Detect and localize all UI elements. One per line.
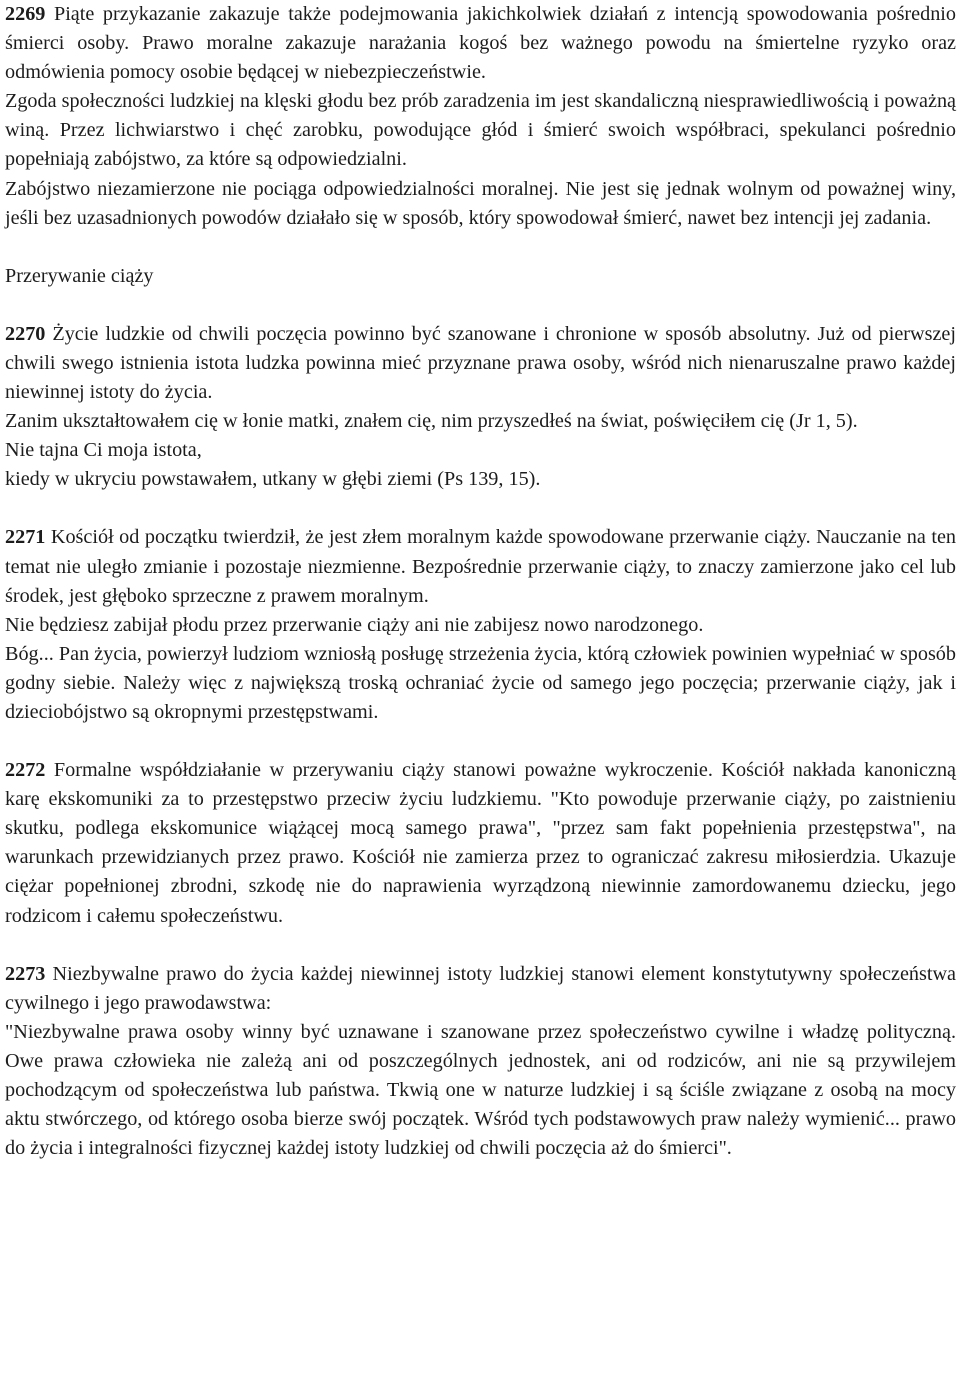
section-number: 2271: [5, 526, 46, 549]
section-2272: [5, 756, 956, 931]
scripture-quote: Zanim ukształtowałem cię w łonie matki, znałem cię, nim przyszedłeś na świat, poświęciłem cię (Jr 1, 5).: [5, 410, 858, 433]
paragraph-text: Kościół od początku twierdził, że jest złem moralnym każde spowodowane przerwanie ciąży. Nauczanie na ten temat nie uległo zmianie i pozostaje niezmienne. Bezpośrednie przerwanie ciąży, to znaczy zamierzone jako cel lub środek, jest głęboko sprzeczne z prawem moralnym.: [5, 526, 957, 607]
section-number: 2269: [5, 3, 46, 25]
paragraph: [5, 523, 956, 610]
section-2270: [5, 320, 956, 495]
paragraph-text: Formalne współdziałanie w przerywaniu ciąży stanowi poważne wykroczenie. Kościół nakłada kanoniczną karę ekskomuniki za to przestępstwo przeciw życiu ludzkiemu. "Kto powoduje przerwanie ciąży, po zaistnieniu skutku, podlega ekskomunice wiążącej mocą samego prawa", "przez sam fakt popełnienia przestępstwa", na warunkach przewidzianych przez prawo. Kościół nie zamierza przez to ograniczać zakresu miłosierdzia. Ukazuje ciężar popełnionej zbrodni, szkodę nie do naprawienia wyrządzoną niewinnie zamordowanemu dziecku, jego rodzicom i całemu społeczeństwu.: [5, 759, 956, 927]
paragraph: [5, 0, 956, 87]
section-number: 2270: [5, 322, 46, 345]
section-number: 2272: [5, 759, 46, 782]
section-number: 2273: [5, 962, 46, 985]
scripture-quote-line: kiedy w ukryciu powstawałem, utkany w głębi ziemi (Ps 139, 15).: [5, 468, 541, 491]
paragraph: [5, 960, 956, 1018]
paragraph: Zabójstwo niezamierzone nie pociąga odpowiedzialności moralnej. Nie jest się jednak wolnym od poważnej winy, jeśli bez uzasadnionych powodów działało się w sposób, który spowodował śmierć, nawet bez intencji jej zadania.: [5, 177, 956, 229]
section-2269: [5, 0, 956, 233]
spacer: [5, 291, 956, 320]
paragraph: Bóg... Pan życia, powierzył ludziom wzniosłą posługę strzeżenia życia, którą człowiek powinien wypełniać w sposób godny siebie. Należy więc z największą troską ochraniać życie od samego jego poczęcia; przerwanie ciąży, jak i dzieciobójstwo są okropnymi przestępstwami.: [5, 642, 956, 723]
paragraph: Nie będziesz zabijał płodu przez przerwanie ciąży ani nie zabijesz nowo narodzonego.: [5, 613, 704, 636]
paragraph: [5, 756, 956, 931]
paragraph: Zgoda społeczności ludzkiej na klęski głodu bez prób zaradzenia im jest skandaliczną niesprawiedliwością i poważną winą. Przez lichwiarstwo i chęć zarobku, powodujące głód i śmierć swoich współbraci, spekulanci pośrednio popełniają zabójstwo, za które są odpowiedzialni.: [5, 90, 956, 171]
section-2271: [5, 523, 956, 727]
spacer: [5, 233, 956, 262]
section-heading: Przerywanie ciąży: [5, 264, 154, 287]
paragraph-text: Niezbywalne prawo do życia każdej niewinnej istoty ludzkiej stanowi element konstytutywny społeczeństwa cywilnego i jego prawodawstwa:: [5, 962, 956, 1014]
section-2273: [5, 960, 956, 1164]
document-page: [5, 0, 956, 1163]
paragraph: [5, 320, 956, 407]
spacer: [5, 494, 956, 523]
scripture-quote-line: Nie tajna Ci moja istota,: [5, 439, 202, 462]
spacer: [5, 931, 956, 960]
paragraph-text: Życie ludzkie od chwili poczęcia powinno być szanowane i chronione w sposób absolutny. Już od pierwszej chwili swego istnienia istota ludzka powinna mieć przyznane prawa osoby, wśród nich nienaruszalne prawo każdej niewinnej istoty do życia.: [5, 322, 956, 404]
paragraph: "Niezbywalne prawa osoby winny być uznawane i szanowane przez społeczeństwo cywilne i władzę polityczną. Owe prawa człowieka nie zależą ani od poszczególnych jednostek, ani od rodziców, ani nie są przywilejem pochodzącym od społeczeństwa lub państwa. Tkwią one w naturze ludzkiej i są ściśle związane z osobą na mocy aktu stwórczego, od którego osoba bierze swój początek. Wśród tych podstawowych praw należy wymienić... prawo do życia i integralności fizycznej każdej istoty ludzkiej od chwili poczęcia aż do śmierci".: [5, 1020, 956, 1160]
spacer: [5, 727, 956, 756]
paragraph-text: Piąte przykazanie zakazuje także podejmowania jakichkolwiek działań z intencją spowodowania pośrednio śmierci osoby. Prawo moralne zakazuje narażania kogoś bez ważnego powodu na śmiertelne ryzyko oraz odmówienia pomocy osobie będącej w niebezpieczeństwie.: [5, 3, 957, 84]
